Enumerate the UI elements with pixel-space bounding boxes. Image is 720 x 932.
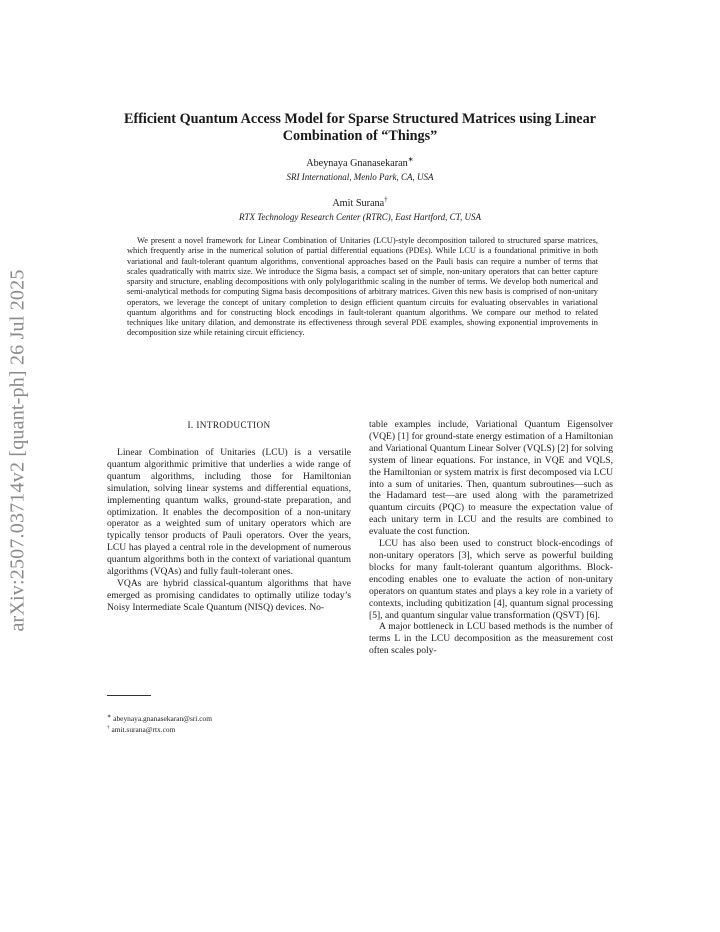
footnote-1-mark: ∗ bbox=[107, 713, 112, 720]
left-column bbox=[107, 447, 351, 614]
footnote-2 bbox=[107, 725, 351, 736]
section-heading-introduction: I. INTRODUCTION bbox=[187, 420, 271, 430]
footnote-2-mark: † bbox=[107, 724, 110, 731]
author-2 bbox=[100, 195, 620, 210]
author-1-name: Abeynaya Gnanasekaran bbox=[306, 158, 408, 169]
footnote-1-email: abeynaya.gnanasekaran@sri.com bbox=[113, 714, 212, 723]
abstract-text: We present a novel framework for Linear Combination of Unitaries (LCU)-style decomposition tailored to structured sparse matrices, which frequently arise in the numerical solution of partial differential equations (PDEs). While LCU is a foundational primitive in both variational and fault-tolerant quantum algorithms, conventional approaches based on the Pauli basis can require a number of terms that scales quadratically with matrix size. We introduce the Sigma basis, a compact set of simple, non-unitary operators that can better capture sparsity and structure, enabling decompositions with only polylogarithmic scaling in the number of terms. We develop both numerical and semi-analytical methods for computing Sigma basis decompositions of arbitrary matrices. Given this new basis is comprised of non-unitary operators, we leverage the concept of unitary completion to design efficient quantum circuits for evaluating observables in variational quantum algorithms and for constructing block encodings in fault-tolerant quantum algorithms. We compare our method to related techniques like unitary dilation, and demonstrate its effectiveness through several PDE examples, showing exponential improvements in decomposition size while retaining circuit efficiency. bbox=[127, 236, 598, 338]
right-column bbox=[369, 419, 613, 657]
paragraph: table examples include, Variational Quantum Eigensolver (VQE) [1] for ground-state energy estimation of a Hamiltonian and Variational Quantum Linear Solver (VQLS) [2] for solving system of linear equations. For instance, in VQE and VQLS, the Hamiltonian or system matrix is first decomposed via LCU into a sum of unitaries. Then, quantum subroutines—such as the Hadamard test—are used along with the parametrized quantum circuits (PQC) to measure the expectation value of each unitary term in LCU and the results are combined to evaluate the cost function. bbox=[369, 419, 613, 538]
footnote-2-email: amit.surana@rtx.com bbox=[111, 724, 176, 734]
author-1-affiliation: SRI International, Menlo Park, CA, USA bbox=[286, 172, 434, 182]
paragraph: VQAs are hybrid classical-quantum algorithms that have emerged as promising candidates to optimally utilize today’s Noisy Intermediate Scale Quantum (NISQ) devices. No- bbox=[107, 577, 351, 613]
arxiv-identifier-stamp bbox=[4, 245, 32, 655]
author-1 bbox=[100, 155, 620, 170]
paragraph: A major bottleneck in LCU based methods is the number of terms L in the LCU decomposition as the measurement cost often scales poly- bbox=[369, 621, 613, 657]
abstract bbox=[127, 236, 598, 339]
author-2-name: Amit Surana bbox=[332, 198, 385, 209]
author-1-mark: ∗ bbox=[407, 155, 414, 164]
author-2-affiliation: RTX Technology Research Center (RTRC), East Hartford, CT, USA bbox=[238, 212, 482, 222]
footnote-1 bbox=[107, 714, 351, 725]
arxiv-id-text: arXiv:2507.03714v2 [quant-ph] 26 Jul 2025 bbox=[6, 268, 29, 632]
footnotes bbox=[107, 714, 351, 735]
footnote-rule bbox=[107, 695, 151, 696]
paragraph: Linear Combination of Unitaries (LCU) is a versatile quantum algorithmic primitive that underlies a wide range of quantum algorithms, including those for Hamiltonian simulation, solving linear systems and differential equations, implementing quantum walks, ground-state preparation, and optimization. It enables the decomposition of a non-unitary operator as a weighted sum of unitary operators which are typically tensor products of Pauli operators. Over the years, LCU has played a central role in the development of numerous quantum algorithms both in the context of variational quantum algorithms (VQAs) and fully fault-tolerant ones. bbox=[107, 447, 351, 578]
paragraph: LCU has also been used to construct block-encodings of non-unitary operators [3], which serve as powerful building blocks for many fault-tolerant quantum algorithms. Block-encoding enables one to evaluate the action of non-unitary operators on quantum states and plays a key role in a variety of contexts, including qubitization [4], quantum signal processing [5], and quantum singular value transformation (QSVT) [6]. bbox=[369, 538, 613, 621]
author-2-mark: † bbox=[384, 195, 388, 204]
paper-title: Efficient Quantum Access Model for Sparse Structured Matrices using Linear Combination of “Things” bbox=[124, 111, 596, 144]
